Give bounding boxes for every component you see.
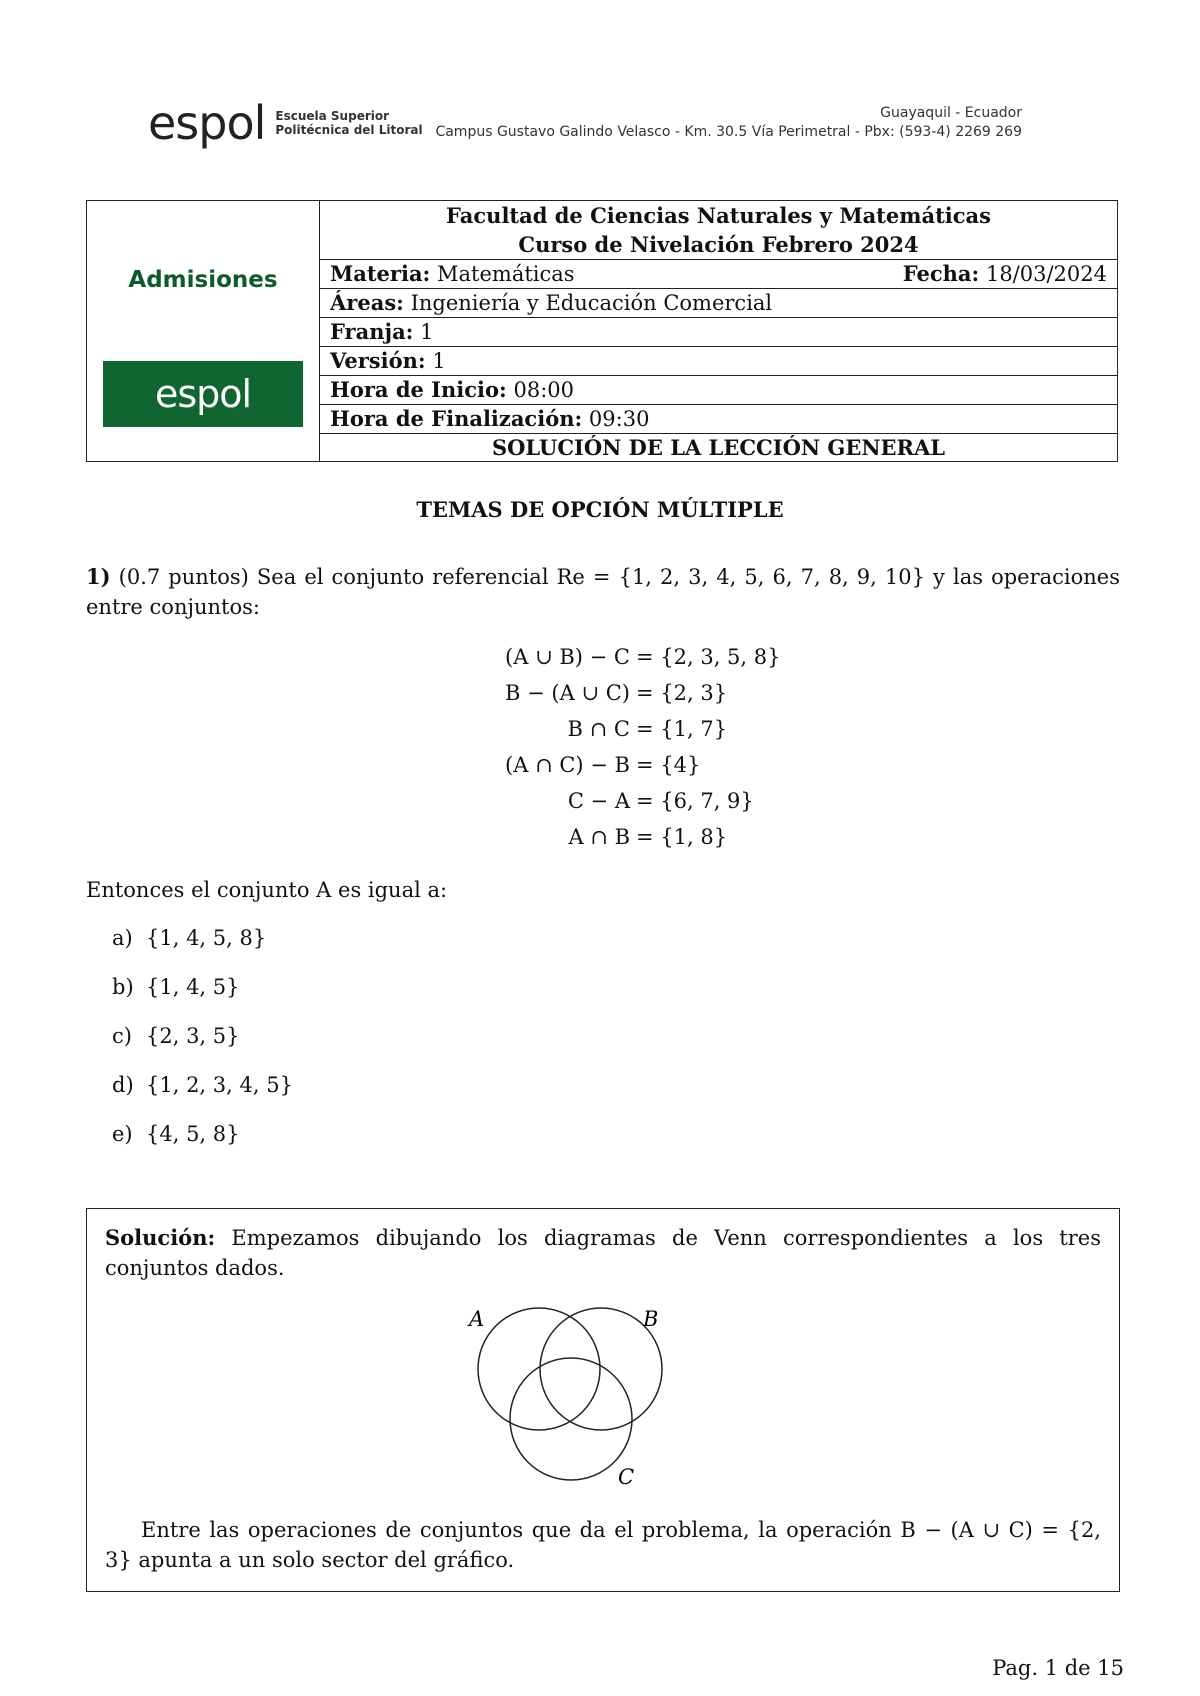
equation-rhs: = {1, 7} — [636, 717, 728, 741]
equation-lhs: C − A — [567, 789, 630, 813]
venn-diagram — [467, 1299, 707, 1489]
equation-row — [0, 678, 630, 708]
option-text: {2, 3, 5} — [146, 1024, 240, 1048]
materia-value: Matemáticas — [437, 262, 575, 286]
faculty-cell — [320, 201, 1118, 260]
equation-rhs: = {4} — [636, 753, 701, 777]
venn-circle-a — [478, 1308, 600, 1430]
admisiones-cell — [87, 201, 320, 462]
equation-row — [0, 786, 630, 816]
header-address-block — [435, 104, 1022, 142]
franja-row — [320, 318, 1118, 347]
option-a[interactable] — [112, 923, 266, 953]
option-label: b) — [112, 975, 134, 999]
question-prompt: Entonces el conjunto A es igual a: — [86, 878, 448, 902]
header-address: Campus Gustavo Galindo Velasco - Km. 30.5 Vía Perimetral - Pbx: (593-4) 2269 269 — [435, 124, 1022, 140]
areas-row — [320, 289, 1118, 318]
equation-rhs: = {2, 3, 5, 8} — [636, 645, 781, 669]
solution-label: Solución: — [105, 1225, 216, 1250]
equation-row — [0, 642, 630, 672]
equation-lhs: (A ∪ B) − C — [505, 645, 630, 669]
materia-label: Materia: — [330, 261, 431, 286]
equation-rhs: = {1, 8} — [636, 825, 728, 849]
equation-row — [636, 642, 781, 672]
admisiones-label: Admisiones — [128, 267, 278, 293]
inicio-row — [320, 376, 1118, 405]
option-label: a) — [112, 926, 133, 950]
areas-label: Áreas: — [330, 290, 404, 315]
equation-row — [636, 822, 727, 852]
espol-badge — [103, 361, 303, 427]
fin-label: Hora de Finalización: — [330, 406, 583, 431]
exam-info-table — [86, 200, 1118, 462]
solution-paragraph-2: Entre las operaciones de conjuntos que da el problema, la operación B − (A ∪ C) = {2, 3} apunta a un solo sector del gráfico. — [105, 1518, 1101, 1572]
franja-label: Franja: — [330, 319, 414, 344]
equation-row — [0, 714, 630, 744]
fin-value: 09:30 — [588, 407, 650, 431]
equation-lhs: A ∩ B — [568, 825, 630, 849]
question-number: 1) — [86, 564, 111, 589]
espol-logo — [148, 96, 423, 150]
course-name: Curso de Nivelación Febrero 2024 — [518, 232, 919, 257]
espol-badge-text: espol — [154, 371, 252, 416]
areas-value: Ingeniería y Educación Comercial — [410, 291, 773, 315]
fecha-value: 18/03/2024 — [985, 262, 1107, 286]
page-number: Pag. 1 de 15 — [992, 1656, 1124, 1680]
logo-word: espol — [148, 96, 266, 150]
venn-label-a: A — [469, 1307, 485, 1331]
fecha-label: Fecha: — [902, 261, 980, 286]
logo-sub-line2: Politécnica del Litoral — [275, 123, 423, 137]
equation-row — [636, 678, 727, 708]
question-intro — [86, 562, 1120, 622]
materia-row — [320, 260, 1118, 289]
option-text: {1, 2, 3, 4, 5} — [146, 1073, 293, 1097]
equation-row — [636, 714, 727, 744]
option-label: e) — [112, 1122, 133, 1146]
option-c[interactable] — [112, 1021, 240, 1051]
option-e[interactable] — [112, 1119, 240, 1149]
document-title: SOLUCIÓN DE LA LECCIÓN GENERAL — [320, 434, 1118, 462]
solution-paragraph-1 — [105, 1223, 1101, 1283]
option-label: d) — [112, 1073, 134, 1097]
franja-value: 1 — [420, 320, 434, 344]
version-label: Versión: — [330, 348, 426, 373]
equation-row — [0, 822, 630, 852]
option-text: {4, 5, 8} — [146, 1122, 240, 1146]
inicio-value: 08:00 — [513, 378, 574, 402]
faculty-name: Facultad de Ciencias Naturales y Matemáticas — [446, 203, 991, 228]
header-city: Guayaquil - Ecuador — [880, 105, 1022, 121]
venn-label-b: B — [643, 1307, 659, 1331]
equation-lhs: (A ∩ C) − B — [505, 753, 630, 777]
equation-lhs: B ∩ C — [567, 717, 630, 741]
equation-rhs: = {6, 7, 9} — [636, 789, 754, 813]
equation-row — [0, 750, 630, 780]
equation-lhs: B − (A ∪ C) — [505, 681, 630, 705]
inicio-label: Hora de Inicio: — [330, 377, 507, 402]
option-label: c) — [112, 1024, 132, 1048]
logo-sub-line1: Escuela Superior — [275, 109, 390, 123]
option-text: {1, 4, 5, 8} — [146, 926, 267, 950]
option-d[interactable] — [112, 1070, 293, 1100]
fin-row — [320, 405, 1118, 434]
solution-text-1: Empezamos dibujando los diagramas de Venn correspondientes a los tres conjuntos dados. — [105, 1226, 1101, 1280]
solution-box — [86, 1208, 1120, 1592]
question-text: (0.7 puntos) Sea el conjunto referencial Re = {1, 2, 3, 4, 5, 6, 7, 8, 9, 10} y las operaciones entre conjuntos: — [86, 565, 1120, 619]
venn-label-c: C — [618, 1465, 635, 1489]
version-value: 1 — [432, 349, 446, 373]
equation-row — [636, 750, 700, 780]
version-row — [320, 347, 1118, 376]
option-text: {1, 4, 5} — [146, 975, 240, 999]
logo-subtitle — [275, 109, 422, 137]
venn-circle-c — [510, 1358, 632, 1480]
equation-row — [636, 786, 754, 816]
option-b[interactable] — [112, 972, 240, 1002]
section-title: TEMAS DE OPCIÓN MÚLTIPLE — [416, 497, 784, 522]
equation-rhs: = {2, 3} — [636, 681, 728, 705]
